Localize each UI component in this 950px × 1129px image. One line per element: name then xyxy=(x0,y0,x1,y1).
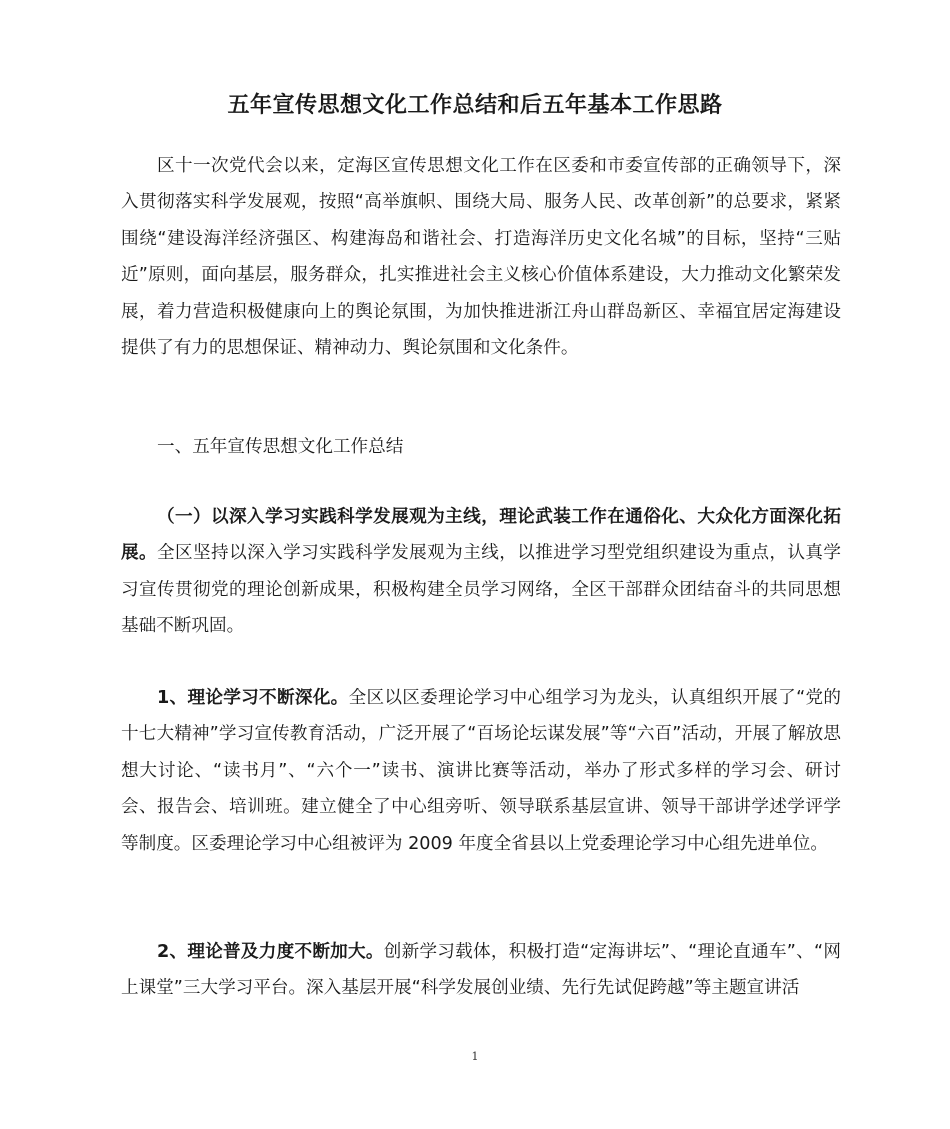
subsection-paragraph xyxy=(121,499,841,645)
subsection-text: 全区坚持以深入学习实践科学发展观为主线，以推进学习型党组织建设为重点，认真学习宣传贯彻党的理论创新成果，积极构建全员学习网络，全区干部群众团结奋斗的共同思想基础不断巩固。 xyxy=(121,543,841,637)
item-1-paragraph xyxy=(121,680,841,862)
item-1-heading: 1、理论学习不断深化。 xyxy=(157,688,349,708)
item-1-text: 全区以区委理论学习中心组学习为龙头，认真组织开展了“党的十七大精神”学习宣传教育活动，广泛开展了“百场论坛谋发展”等“六百”活动，开展了解放思想大讨论、“读书月”、“六个一”读书、演讲比赛等活动，举办了形式多样的学习会、研讨会、报告会、培训班。建立健全了中心组旁听、领导联系基层宣讲、领导干部讲学述学评学等制度。区委理论学习中心组被评为 2009 年度全省县以上党委理论学习中心组先进单位。 xyxy=(121,688,841,854)
subsection-heading: （一）以深入学习实践科学发展观为主线，理论武装工作在通俗化、大众化方面深化拓展。 xyxy=(121,507,841,564)
item-2-heading: 2、理论普及力度不断加大。 xyxy=(157,942,384,962)
item-2-text: 创新学习载体，积极打造“定海讲坛”、“理论直通车”、“网上课堂”三大学习平台。深入基层开展“科学发展创业绩、先行先试促跨越”等主题宣讲活 xyxy=(121,942,841,999)
item-2-paragraph xyxy=(121,934,841,1007)
page-number: 1 xyxy=(471,1050,479,1063)
document-title: 五年宣传思想文化工作总结和后五年基本工作思路 xyxy=(227,93,723,118)
intro-paragraph: 区十一次党代会以来，定海区宣传思想文化工作在区委和市委宣传部的正确领导下，深入贯彻落实科学发展观，按照“高举旗帜、围绕大局、服务人民、改革创新”的总要求，紧紧围绕“建设海洋经济强区、构建海岛和谐社会、打造海洋历史文化名城”的目标，坚持“三贴近”原则，面向基层，服务群众，扎实推进社会主义核心价值体系建设，大力推动文化繁荣发展，着力营造积极健康向上的舆论氛围，为加快推进浙江舟山群岛新区、幸福宜居定海建设提供了有力的思想保证、精神动力、舆论氛围和文化条件。 xyxy=(121,156,841,359)
section-heading: 一、五年宣传思想文化工作总结 xyxy=(157,437,404,457)
